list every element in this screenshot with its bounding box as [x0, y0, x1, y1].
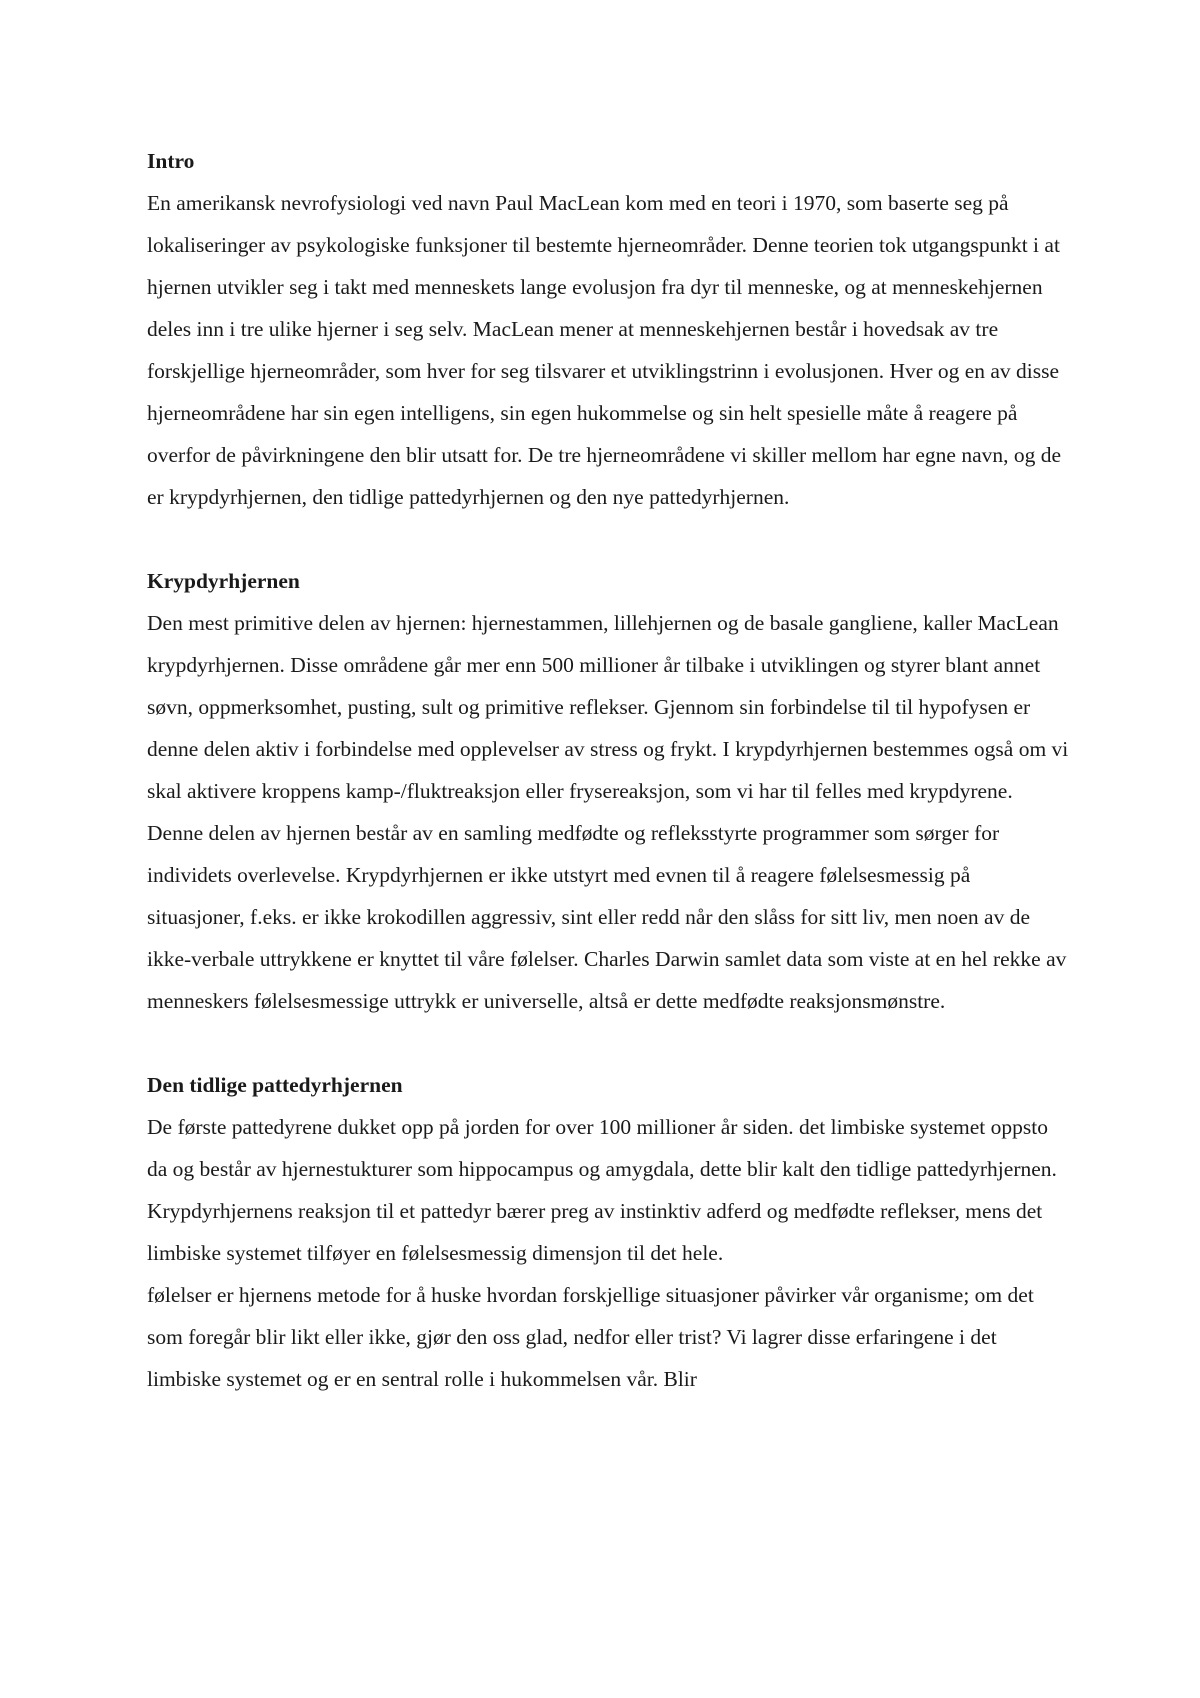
section-heading: Den tidlige pattedyrhjernen — [147, 1073, 403, 1097]
section-paragraph: Den mest primitive delen av hjernen: hjernestammen, lillehjernen og de basale gangliene, kaller MacLean krypdyrhjernen. Disse områdene går mer enn 500 millioner år tilbake i utviklingen og styrer blant annet søvn, oppmerksomhet, pusting, sult og primitive reflekser. Gjennom sin forbindelse til til hypofysen er denne delen aktiv i forbindelse med opplevelser av stress og frykt. I krypdyrhjernen bestemmes også om vi skal aktivere kroppens kamp-/fluktreaksjon eller frysereaksjon, som vi har til felles med krypdyrene. Denne delen av hjernen består av en samling medfødte og refleksstyrte programmer som sørger for individets overlevelse. Krypdyrhjernen er ikke utstyrt med evnen til å reagere følelsesmessig på situasjoner, f.eks. er ikke krokodillen aggressiv, sint eller redd når den slåss for sitt liv, men noen av de ikke-verbale uttrykkene er knyttet til våre følelser. Charles Darwin samlet data som viste at en hel rekke av menneskers følelsesmessige uttrykk er universelle, altså er dette medfødte reaksjonsmønstre. — [147, 611, 1069, 1013]
section-krypdyrhjernen — [147, 560, 1072, 1022]
section-paragraph: De første pattedyrene dukket opp på jorden for over 100 millioner år siden. det limbiske systemet oppsto da og består av hjernestukturer som hippocampus og amygdala, dette blir kalt den tidlige pattedyrhjernen. Krypdyrhjernens reaksjon til et pattedyr bærer preg av instinktiv adferd og medfødte reflekser, mens det limbiske systemet tilføyer en følelsesmessig dimensjon til det hele. — [147, 1115, 1057, 1265]
section-paragraph: følelser er hjernens metode for å huske hvordan forskjellige situasjoner påvirker vår organisme; om det som foregår blir likt eller ikke, gjør den oss glad, nedfor eller trist? Vi lagrer disse erfaringene i det limbiske systemet og er en sentral rolle i hukommelsen vår. Blir — [147, 1283, 1034, 1391]
section-gap — [147, 518, 1072, 560]
section-tidlige-pattedyrhjernen — [147, 1064, 1072, 1400]
document-body — [147, 140, 1072, 1400]
section-heading: Intro — [147, 149, 195, 173]
section-gap — [147, 1022, 1072, 1064]
section-heading: Krypdyrhjernen — [147, 569, 300, 593]
section-paragraph: En amerikansk nevrofysiologi ved navn Paul MacLean kom med en teori i 1970, som baserte seg på lokaliseringer av psykologiske funksjoner til bestemte hjerneområder. Denne teorien tok utgangspunkt i at hjernen utvikler seg i takt med menneskets lange evolusjon fra dyr til menneske, og at menneskehjernen deles inn i tre ulike hjerner i seg selv. MacLean mener at menneskehjernen består i hovedsak av tre forskjellige hjerneområder, som hver for seg tilsvarer et utviklingstrinn i evolusjonen. Hver og en av disse hjerneområdene har sin egen intelligens, sin egen hukommelse og sin helt spesielle måte å reagere på overfor de påvirkningene den blir utsatt for. De tre hjerneområdene vi skiller mellom har egne navn, og de er krypdyrhjernen, den tidlige pattedyrhjernen og den nye pattedyrhjernen. — [147, 191, 1062, 509]
section-intro — [147, 140, 1072, 518]
